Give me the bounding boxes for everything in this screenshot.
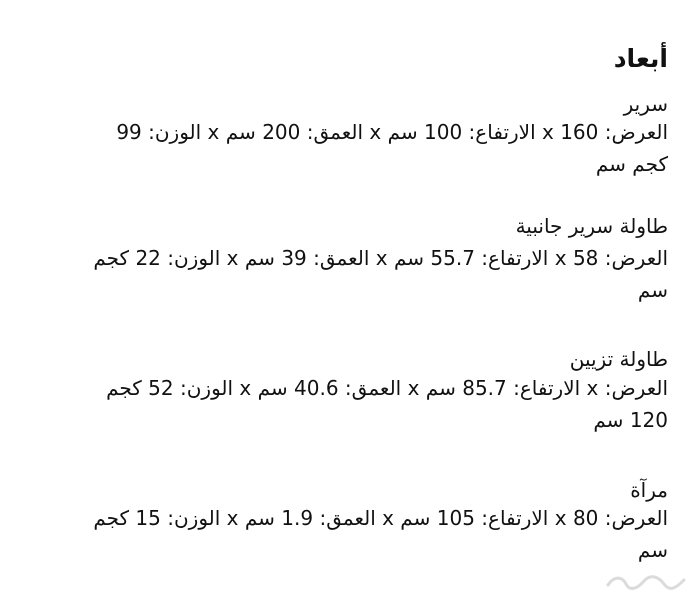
item-title-mirror: مرآة	[630, 478, 668, 502]
item-title-bed: سرير	[623, 92, 668, 116]
dimensions-heading: أبعاد	[613, 44, 668, 73]
item-title-nightstand: طاولة سرير جانبية	[515, 214, 668, 238]
item-dimensions-dressing-table: العرض: x الارتفاع: 85.7 سم x العمق: 40.6 سم x الوزن: 52 كجم 120 سم	[106, 376, 668, 432]
item-dimensions-nightstand: العرض: 58 x الارتفاع: 55.7 سم x العمق: 39 سم x الوزن: 22 كجم سم	[93, 246, 668, 302]
item-dimensions-bed: العرض: 160 x الارتفاع: 100 سم x العمق: 200 سم x الوزن: 99 كجم سم	[116, 120, 668, 176]
item-title-dressing-table: طاولة تزيين	[569, 347, 668, 371]
item-dimensions-mirror: العرض: 80 x الارتفاع: 105 سم x العمق: 1.9 سم x الوزن: 15 كجم سم	[93, 506, 668, 562]
haraj-watermark-logo	[604, 574, 688, 590]
